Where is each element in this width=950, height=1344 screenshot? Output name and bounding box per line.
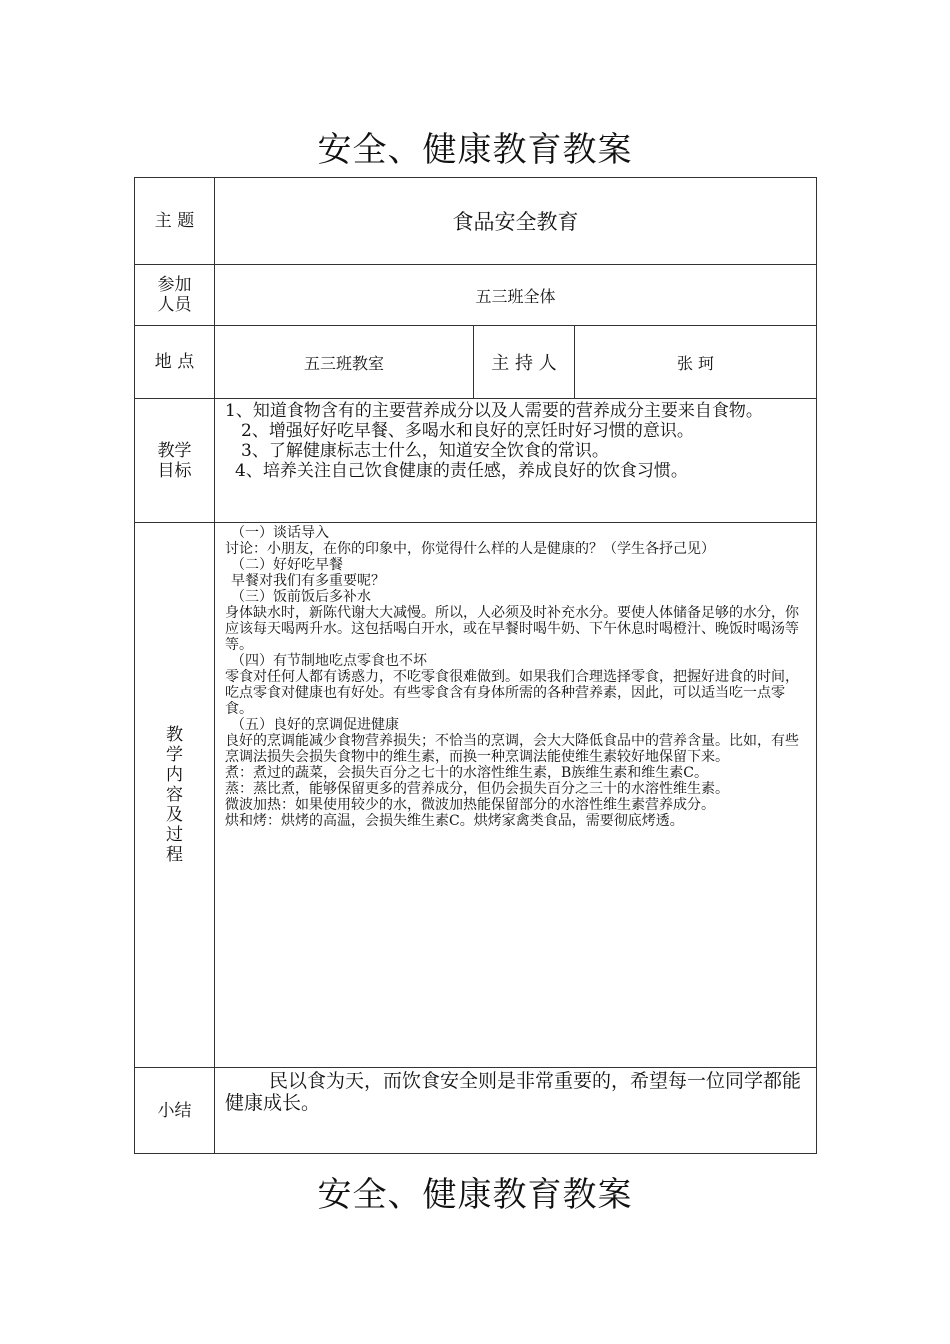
goals-label bbox=[135, 399, 215, 523]
participants-label-line1: 参加 bbox=[157, 275, 192, 295]
location-value: 五三班教室 bbox=[215, 326, 474, 399]
content-label-char: 程 bbox=[166, 845, 183, 865]
section-text: 早餐对我们有多重要呢？ bbox=[231, 573, 385, 589]
summary-text bbox=[215, 1068, 817, 1154]
content-label-char: 过 bbox=[166, 825, 183, 845]
host-label: 主 持 人 bbox=[474, 326, 575, 399]
participants-label-line2: 人员 bbox=[157, 295, 192, 315]
summary-label: 小结 bbox=[135, 1068, 215, 1154]
lesson-plan-table bbox=[134, 177, 817, 1154]
content-label-char: 学 bbox=[166, 745, 183, 765]
location-row bbox=[135, 326, 817, 399]
goals-row bbox=[135, 399, 817, 523]
content-row bbox=[135, 523, 817, 1068]
cooking-method-microwave: 微波加热：如果使用较少的水，微波加热能保留部分的水溶性维生素营养成分。 bbox=[225, 797, 715, 813]
summary-row bbox=[135, 1068, 817, 1154]
goals-content bbox=[215, 399, 817, 523]
section-text: 身体缺水时，新陈代谢大大减慢。所以，人必须及时补充水分。要使人体储备足够的水分，你应该每天喝两升水。这包括喝白开水，或在早餐时喝牛奶、下午休息时喝橙汁、晚饭时喝汤等等。 bbox=[225, 605, 799, 653]
section-text: 零食对任何人都有诱惑力，不吃零食很难做到。如果我们合理选择零食，把握好进食的时间，吃点零食对健康也有好处。有些零食含有身体所需的各种营养素，因此，可以适当吃一点零食。 bbox=[225, 669, 799, 717]
goals-label-line2: 目标 bbox=[157, 460, 192, 481]
page-title: 安全、健康教育教案 bbox=[317, 130, 633, 170]
location-label: 地 点 bbox=[135, 326, 215, 399]
section-heading: （五）良好的烹调促进健康 bbox=[231, 717, 399, 733]
content-label-char: 教 bbox=[166, 725, 183, 745]
content-label-char: 容 bbox=[166, 785, 183, 805]
section-heading: （一）谈话导入 bbox=[231, 525, 329, 541]
participants-label bbox=[135, 265, 215, 326]
page-title-next: 安全、健康教育教案 bbox=[317, 1175, 633, 1215]
participants-row bbox=[135, 265, 817, 326]
participants-value: 五三班全体 bbox=[215, 265, 817, 326]
subject-label: 主 题 bbox=[135, 178, 215, 265]
content-body bbox=[215, 523, 817, 1068]
cooking-method-bake: 烘和烤：烘烤的高温，会损失维生素C。烘烤家禽类食品，需要彻底烤透。 bbox=[225, 813, 684, 829]
goal-item: 3、了解健康标志士什么，知道安全饮食的常识。 bbox=[241, 441, 609, 461]
host-value: 张 珂 bbox=[575, 326, 817, 399]
section-heading: （四）有节制地吃点零食也不坏 bbox=[231, 653, 427, 669]
goal-item: 2、增强好好吃早餐、多喝水和良好的烹饪时好习惯的意识。 bbox=[241, 421, 694, 441]
subject-row bbox=[135, 178, 817, 265]
section-text: 良好的烹调能减少食物营养损失；不恰当的烹调，会大大降低食品中的营养含量。比如，有些烹调法损失会损失食物中的维生素，而换一种烹调法能使维生素较好地保留下来。 bbox=[225, 733, 799, 765]
goal-item: 4、培养关注自己饮食健康的责任感，养成良好的饮食习惯。 bbox=[235, 461, 688, 481]
summary-value: 民以食为天，而饮食安全则是非常重要的，希望每一位同学都能健康成长。 bbox=[225, 1070, 802, 1114]
section-text: 讨论：小朋友，在你的印象中，你觉得什么样的人是健康的？（学生各抒己见） bbox=[225, 541, 715, 557]
goals-label-line1: 教学 bbox=[157, 440, 192, 461]
cooking-method-steam: 蒸：蒸比煮，能够保留更多的营养成分，但仍会损失百分之三十的水溶性维生素。 bbox=[225, 781, 729, 797]
content-label-char: 及 bbox=[166, 805, 183, 825]
content-label bbox=[135, 523, 215, 1068]
content-label-char: 内 bbox=[166, 765, 183, 785]
subject-value: 食品安全教育 bbox=[215, 178, 817, 265]
section-heading: （三）饭前饭后多补水 bbox=[231, 589, 371, 605]
goal-item: 1、知道食物含有的主要营养成分以及人需要的营养成分主要来自食物。 bbox=[225, 401, 763, 421]
section-heading: （二）好好吃早餐 bbox=[231, 557, 343, 573]
cooking-method-boil: 煮：煮过的蔬菜，会损失百分之七十的水溶性维生素，B族维生素和维生素C。 bbox=[225, 765, 708, 781]
